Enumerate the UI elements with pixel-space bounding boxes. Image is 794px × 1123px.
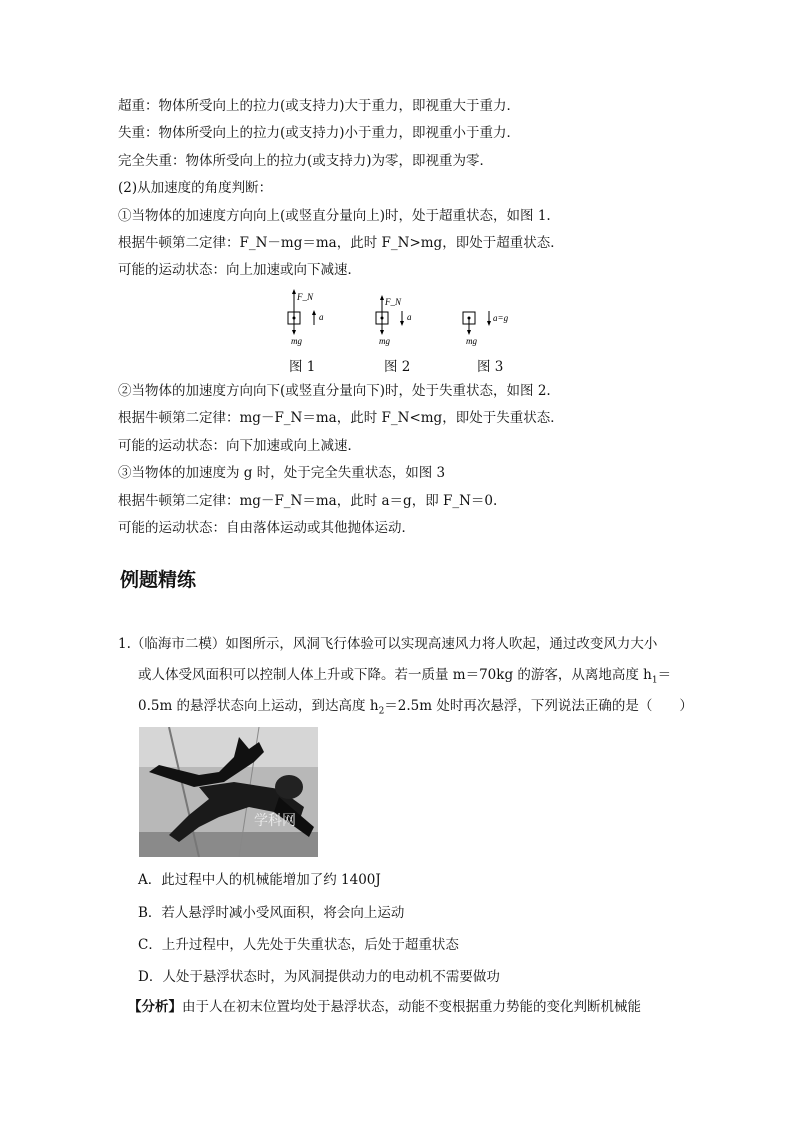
question-stem-line-3: 0.5m 的悬浮状态向上运动，到达高度 $h_2=2.5m$ 处时再次悬浮，下列说法正确的是（ ） <box>138 698 693 717</box>
analysis-text: 由于人在初末位置均处于悬浮状态，动能不变根据重力势能的变化判断机械能 <box>182 999 641 1015</box>
svg-text:F_N: F_N <box>385 297 402 307</box>
text-line: 可能的运动状态：自由落体运动或其他抛体运动． <box>118 520 415 536</box>
text-line: (2)从加速度的角度判断： <box>118 180 273 196</box>
svg-text:a: a <box>407 312 412 322</box>
text-line: 可能的运动状态：向下加速或向上减速． <box>118 438 361 454</box>
option-b: B．若人悬浮时减小受风面积，将会向上运动 <box>138 905 405 921</box>
section-title: 例题精练 <box>120 569 197 591</box>
svg-text:mg: mg <box>379 336 390 346</box>
wind-tunnel-photo <box>139 727 318 857</box>
option-d: D．人处于悬浮状态时，为风洞提供动力的电动机不需要做功 <box>138 969 500 985</box>
question-stem-line-1: 1.（临海市二模）如图所示，风洞飞行体验可以实现高速风力将人吹起，通过改变风力大小 <box>118 636 658 652</box>
figure-3-caption: 图 3 <box>477 359 504 375</box>
text-line: 根据牛顿第二定律：F_N－mg＝ma，此时 F_N>mg，即处于超重状态． <box>118 235 564 251</box>
text-line: 可能的运动状态：向上加速或向下减速． <box>118 262 361 278</box>
text-line: 超重：物体所受向上的拉力(或支持力)大于重力，即视重大于重力． <box>118 98 521 114</box>
figure-2-caption: 图 2 <box>384 359 411 375</box>
figure-3-diagram <box>457 288 517 348</box>
svg-text:F_N: F_N <box>297 292 314 302</box>
figure-1-diagram <box>282 288 332 348</box>
text-line: 根据牛顿第二定律：mg－F_N＝ma，此时 F_N<mg，即处于失重状态． <box>118 410 564 426</box>
svg-text:mg: mg <box>466 336 477 346</box>
svg-text:a: a <box>319 312 324 322</box>
photo-watermark: 学科网 <box>254 813 296 829</box>
text-line: 根据牛顿第二定律：mg－F_N＝ma，此时 a＝g，即 F_N＝0. <box>118 493 498 509</box>
text-line: ③当物体的加速度为 g 时，处于完全失重状态，如图 3 <box>118 465 446 481</box>
svg-text:mg: mg <box>291 336 302 346</box>
analysis-line <box>128 998 641 1016</box>
question-stem-line-2: 或人体受风面积可以控制人体上升或下降。若一质量 m＝70kg 的游客，从离地高度 $h_1=$ <box>138 667 672 686</box>
figure-1-caption: 图 1 <box>289 359 316 375</box>
text-line: ①当物体的加速度方向向上(或竖直分量向上)时，处于超重状态，如图 1. <box>118 208 551 224</box>
svg-text:a=g: a=g <box>493 313 509 323</box>
option-c: C．上升过程中，人先处于失重状态，后处于超重状态 <box>138 937 459 953</box>
analysis-label: 【分析】 <box>128 999 182 1015</box>
option-a: A．此过程中人的机械能增加了约 1400J <box>138 872 381 888</box>
text-line: 完全失重：物体所受向上的拉力(或支持力)为零，即视重为零． <box>118 153 494 169</box>
text-line: ②当物体的加速度方向向下(或竖直分量向下)时，处于失重状态，如图 2. <box>118 383 551 399</box>
figure-2-diagram <box>370 288 420 348</box>
text-line: 失重：物体所受向上的拉力(或支持力)小于重力，即视重小于重力． <box>118 125 521 141</box>
